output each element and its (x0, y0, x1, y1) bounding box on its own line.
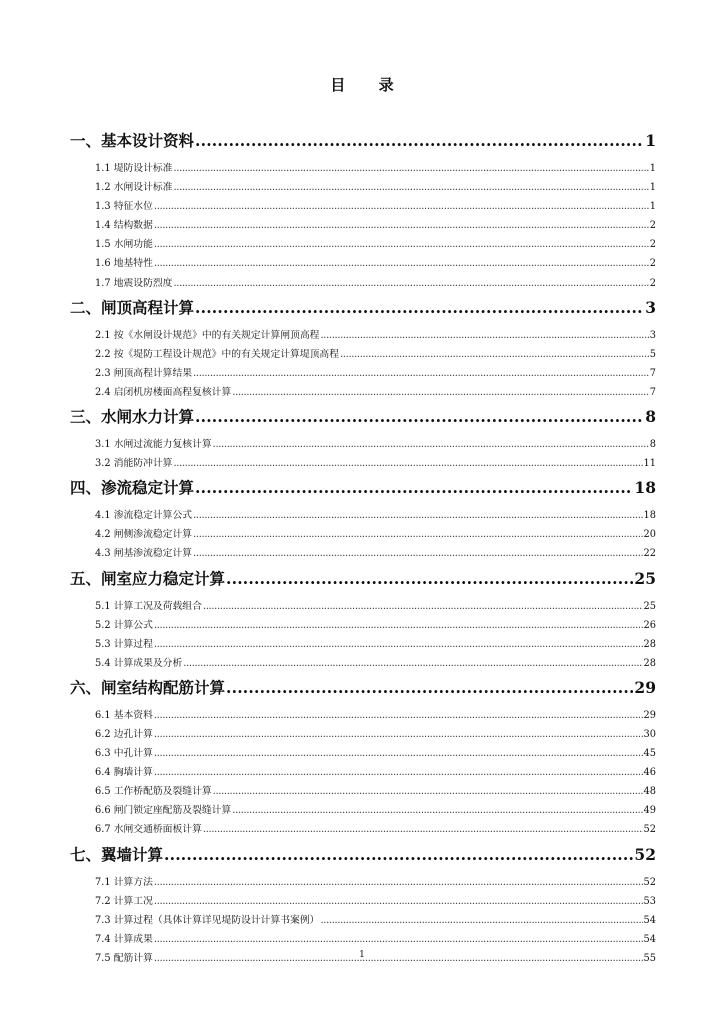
toc-subsection-page: 52 (643, 824, 656, 836)
toc-subsection-page: 54 (643, 933, 656, 945)
toc-subsection-label: 6.7 水闸交通桥面板计算 (95, 824, 202, 836)
toc-subsection-entry[interactable] (70, 706, 656, 725)
toc-section-entry[interactable] (70, 674, 656, 702)
dot-leader (213, 782, 643, 801)
dot-leader (154, 635, 643, 654)
toc-subsection-label: 3.1 水闸过流能力复核计算 (95, 439, 212, 451)
toc-section-label: 一、基本设计资料 (70, 131, 195, 150)
toc-subsection-page: 2 (649, 277, 656, 289)
dot-leader (154, 235, 649, 254)
toc-subsection-page: 5 (649, 348, 656, 360)
toc-section-entry[interactable] (70, 403, 656, 431)
toc-subsection-page: 8 (649, 439, 656, 451)
toc-subsection-entry[interactable] (70, 254, 656, 273)
toc-section-page: 18 (634, 478, 656, 498)
toc-subsection-page: 2 (649, 239, 656, 251)
toc-subsection-page: 29 (643, 709, 656, 721)
toc-subsection-label: 6.6 闸门锁定座配筋及裂缝计算 (95, 805, 232, 817)
toc-subsection-label: 5.3 计算过程 (95, 638, 153, 650)
dot-leader (232, 801, 642, 820)
dot-leader (193, 506, 642, 525)
toc-subsection-entry[interactable] (70, 178, 656, 197)
toc-subsection-page: 45 (643, 748, 656, 760)
dot-leader (226, 565, 633, 593)
toc-section-page: 8 (645, 407, 656, 427)
toc-subsection-page: 28 (643, 638, 656, 650)
toc-subsection-label: 7.5 配筋计算 (95, 952, 153, 964)
page-number: 1 (359, 950, 365, 960)
toc-section-label: 六、闸室结构配筋计算 (70, 677, 226, 697)
toc-subsection-entry[interactable] (70, 635, 656, 654)
toc-subsection-entry[interactable] (70, 892, 656, 911)
toc-subsection-label: 7.4 计算成果 (95, 933, 153, 945)
dot-leader (213, 435, 649, 454)
toc-subsection-page: 25 (643, 600, 656, 612)
dot-leader (173, 159, 648, 178)
toc-subsection-label: 1.4 结构数据 (95, 220, 153, 232)
toc-subsection-page: 2 (649, 220, 656, 232)
toc-section-page: 52 (634, 844, 656, 864)
dot-leader (195, 403, 644, 431)
toc-section-entry[interactable] (70, 127, 656, 155)
toc-subsection-label: 1.6 地基特性 (95, 258, 153, 270)
dot-leader (195, 127, 644, 155)
dot-leader (173, 454, 642, 473)
toc-subsection-page: 54 (643, 914, 656, 926)
toc-subsection-entry[interactable] (70, 274, 656, 293)
dot-leader (232, 383, 649, 402)
toc-subsection-page: 52 (643, 876, 656, 888)
toc-subsection-label: 5.2 计算公式 (95, 619, 153, 631)
toc-subsection-label: 5.4 计算成果及分析 (95, 657, 183, 669)
dot-leader (154, 216, 649, 235)
toc-subsection-entry[interactable] (70, 763, 656, 782)
toc-subsection-page: 18 (643, 510, 656, 522)
toc-section-page: 29 (634, 677, 656, 697)
dot-leader (154, 873, 643, 892)
dot-leader (154, 616, 643, 635)
toc-subsection-label: 2.3 闸顶高程计算结果 (95, 367, 193, 379)
dot-leader (320, 326, 648, 345)
dot-leader (226, 674, 633, 702)
toc-subsection-entry[interactable] (70, 873, 656, 892)
table-of-contents (70, 126, 656, 968)
toc-section-label: 五、闸室应力稳定计算 (70, 568, 226, 588)
toc-subsection-entry[interactable] (70, 235, 656, 254)
dot-leader (183, 654, 642, 673)
toc-subsection-entry[interactable] (70, 597, 656, 616)
toc-subsection-page: 1 (649, 163, 656, 174)
dot-leader (173, 178, 648, 197)
toc-subsection-entry[interactable] (70, 654, 656, 673)
toc-subsection-page: 3 (649, 329, 656, 341)
toc-subsection-entry[interactable] (70, 326, 656, 345)
toc-subsection-entry[interactable] (70, 782, 656, 801)
toc-subsection-label: 1.7 地震设防烈度 (95, 277, 173, 289)
toc-subsection-page: 2 (649, 258, 656, 270)
toc-subsection-entry[interactable] (70, 911, 656, 930)
toc-section-page: 1 (645, 131, 656, 150)
toc-section-label: 二、闸顶高程计算 (70, 297, 195, 317)
dot-leader (154, 197, 649, 216)
toc-subsection-label: 2.4 启闭机房楼面高程复核计算 (95, 386, 232, 398)
toc-subsection-page: 7 (649, 386, 656, 398)
dot-leader (154, 744, 643, 763)
toc-subsection-entry[interactable] (70, 544, 656, 563)
toc-subsection-entry[interactable] (70, 364, 656, 383)
toc-subsection-label: 4.1 渗流稳定计算公式 (95, 510, 193, 522)
dot-leader (193, 525, 642, 544)
dot-leader (154, 892, 643, 911)
toc-subsection-page: 48 (643, 786, 656, 798)
dot-leader (154, 763, 643, 782)
toc-subsection-label: 2.2 按《堤防工程设计规范》中的有关规定计算堤顶高程 (95, 348, 340, 360)
toc-subsection-page: 1 (649, 201, 656, 213)
toc-subsection-label: 7.3 计算过程（具体计算详见堤防设计计算书案例） (95, 914, 320, 926)
dot-leader (193, 544, 642, 563)
toc-subsection-entry[interactable] (70, 216, 656, 235)
toc-subsection-entry[interactable] (70, 506, 656, 525)
dot-leader (320, 911, 642, 930)
toc-subsection-page: 22 (643, 548, 656, 560)
toc-subsection-label: 6.1 基本资料 (95, 709, 153, 721)
dot-leader (195, 294, 644, 322)
toc-subsection-entry[interactable] (70, 197, 656, 216)
toc-subsection-label: 2.1 按《水闸设计规范》中的有关规定计算闸顶高程 (95, 329, 320, 341)
toc-subsection-entry[interactable] (70, 744, 656, 763)
toc-subsection-label: 4.2 闸侧渗流稳定计算 (95, 529, 193, 541)
dot-leader (154, 725, 643, 744)
toc-subsection-page: 26 (643, 619, 656, 631)
toc-subsection-page: 46 (643, 767, 656, 779)
toc-section-label: 三、水闸水力计算 (70, 407, 195, 427)
toc-subsection-page: 28 (643, 657, 656, 669)
page-title: 目 录 (330, 76, 408, 94)
toc-subsection-label: 1.2 水闸设计标准 (95, 182, 173, 194)
dot-leader (164, 841, 633, 869)
toc-subsection-label: 1.5 水闸功能 (95, 239, 153, 251)
toc-section-entry[interactable] (70, 474, 656, 502)
toc-subsection-entry[interactable] (70, 930, 656, 949)
toc-subsection-page: 20 (643, 529, 656, 541)
dot-leader (154, 930, 643, 949)
toc-subsection-label: 1.3 特征水位 (95, 201, 153, 213)
toc-section-entry[interactable] (70, 841, 656, 869)
dot-leader (203, 597, 643, 616)
toc-subsection-entry[interactable] (70, 725, 656, 744)
toc-subsection-entry[interactable] (70, 383, 656, 402)
toc-subsection-page: 7 (649, 367, 656, 379)
dot-leader (340, 345, 649, 364)
toc-subsection-label: 3.2 消能防冲计算 (95, 458, 173, 470)
toc-subsection-label: 6.4 胸墙计算 (95, 767, 153, 779)
dot-leader (203, 820, 643, 839)
toc-subsection-page: 55 (643, 952, 656, 964)
toc-subsection-entry[interactable] (70, 616, 656, 635)
toc-subsection-label: 7.1 计算方法 (95, 876, 153, 888)
dot-leader (195, 474, 633, 502)
toc-subsection-entry[interactable] (70, 159, 656, 178)
toc-subsection-page: 11 (643, 458, 656, 470)
toc-section-label: 七、翼墙计算 (70, 844, 164, 864)
toc-subsection-page: 30 (643, 728, 656, 740)
toc-subsection-entry[interactable] (70, 435, 656, 454)
toc-subsection-label: 7.2 计算工况 (95, 895, 153, 907)
toc-subsection-page: 1 (649, 182, 656, 194)
toc-subsection-label: 6.2 边孔计算 (95, 728, 153, 740)
toc-subsection-entry[interactable] (70, 820, 656, 839)
toc-subsection-entry[interactable] (70, 525, 656, 544)
toc-section-entry[interactable] (70, 565, 656, 593)
toc-subsection-label: 1.1 堤防设计标准 (95, 163, 173, 174)
toc-subsection-page: 49 (643, 805, 656, 817)
toc-subsection-entry[interactable] (70, 454, 656, 473)
dot-leader (193, 364, 649, 383)
toc-section-entry[interactable] (70, 294, 656, 322)
toc-subsection-label: 6.5 工作桥配筋及裂缝计算 (95, 786, 212, 798)
dot-leader (173, 274, 648, 293)
toc-subsection-entry[interactable] (70, 345, 656, 364)
toc-section-page: 3 (645, 297, 656, 317)
dot-leader (154, 254, 649, 273)
toc-subsection-entry[interactable] (70, 801, 656, 820)
toc-section-page: 25 (634, 568, 656, 588)
toc-subsection-page: 53 (643, 895, 656, 907)
toc-subsection-label: 5.1 计算工况及荷载组合 (95, 600, 202, 612)
toc-subsection-label: 6.3 中孔计算 (95, 748, 153, 760)
dot-leader (154, 706, 643, 725)
toc-section-label: 四、渗流稳定计算 (70, 478, 195, 498)
toc-subsection-label: 4.3 闸基渗流稳定计算 (95, 548, 193, 560)
